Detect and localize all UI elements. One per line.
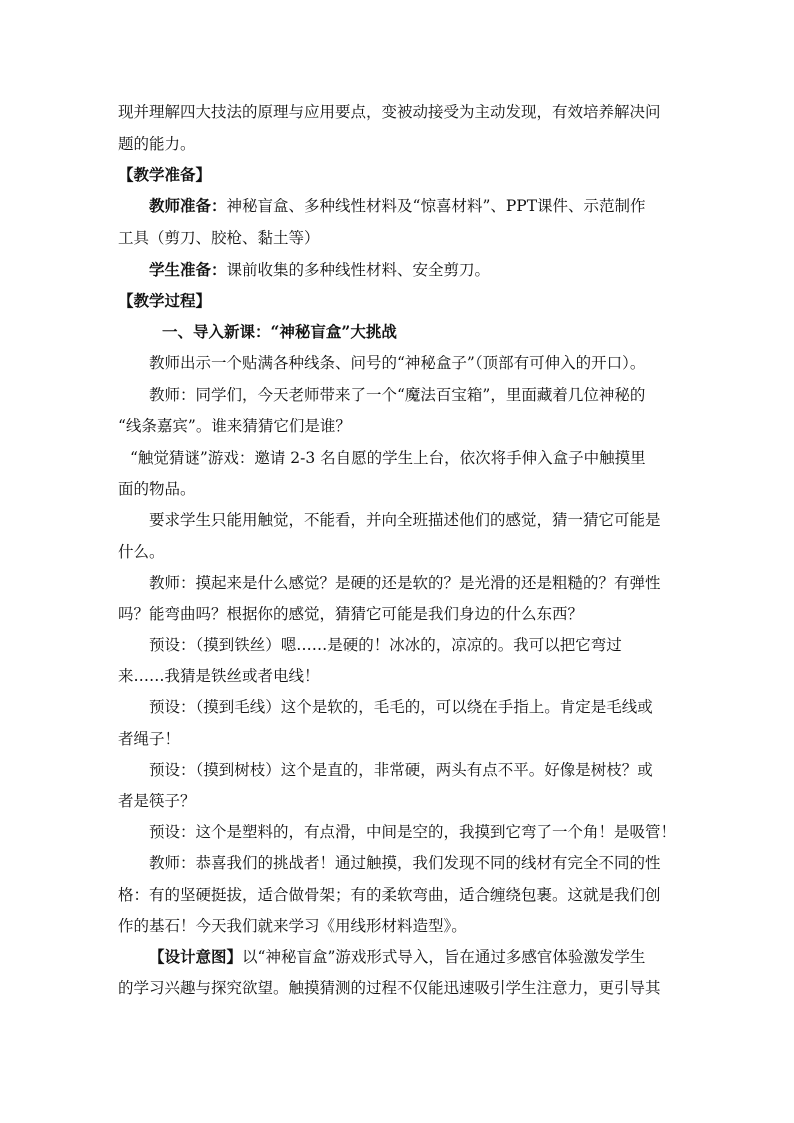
text-line: 教师：同学们，今天老师带来了一个“魔法百宝箱”，里面藏着几位神秘的: [149, 386, 646, 404]
text-line: 教师出示一个贴满各种线条、问号的“神秘盒子”（顶部有可伸入的开口）。: [149, 354, 646, 372]
text-line: 预设：（摸到铁丝）嗯……是硬的！冰冰的，凉凉的。我可以把它弯过: [149, 636, 622, 654]
text-line: 要求学生只能用触觉，不能看，并向全班描述他们的感觉，猜一猜它可能是: [149, 511, 661, 529]
text-line: 现并理解四大技法的原理与应用要点，变被动接受为主动发现，有效培养解决问: [118, 103, 661, 121]
section-heading-process: 【教学过程】: [118, 291, 212, 310]
design-intent-text: 以“神秘盲盒”游戏形式导入，旨在通过多感官体验激发学生: [242, 948, 646, 966]
text-line: 者是筷子？: [118, 792, 196, 810]
text-line: 什么。: [118, 543, 165, 561]
text-line: 来……我猜是铁丝或者电线！: [118, 667, 320, 685]
teacher-prep-label: 教师准备：: [149, 196, 227, 215]
design-intent-label: 【设计意图】: [149, 947, 243, 966]
text-line: “线条嘉宾”。谁来猜猜它们是谁？: [118, 417, 351, 435]
text-line: [149, 260, 490, 280]
text-line: 教师：恭喜我们的挑战者！通过触摸，我们发现不同的线材有完全不同的性: [149, 854, 661, 872]
text-line: 格：有的坚硬挺拔，适合做骨架；有的柔软弯曲，适合缠绕包裹。这就是我们创: [118, 886, 661, 904]
text-line: 题的能力。: [118, 135, 196, 153]
text-line: 吗？能弯曲吗？根据你的感觉，猜猜它可能是我们身边的什么东西？: [118, 605, 584, 623]
text-line: [149, 947, 645, 967]
text-line: 的学习兴趣与探究欲望。触摸猜测的过程不仅能迅速吸引学生注意力，更引导其: [118, 979, 661, 997]
text-line: 教师：摸起来是什么感觉？是硬的还是软的？是光滑的还是粗糙的？有弹性: [149, 574, 661, 592]
text-line: 预设：这个是塑料的，有点滑，中间是空的，我摸到它弯了一个角！是吸管！: [149, 823, 677, 841]
subsection-heading-intro: 一、导入新课：“神秘盲盒”大挑战: [162, 322, 397, 341]
text-line: 面的物品。: [118, 480, 196, 498]
student-prep-label: 学生准备：: [149, 260, 227, 279]
text-line: “触觉猜谜”游戏：邀请 2-3 名自愿的学生上台，依次将手伸入盒子中触摸里: [130, 449, 646, 467]
text-line: 预设：（摸到毛线）这个是软的，毛毛的，可以绕在手指上。肯定是毛线或: [149, 698, 653, 716]
text-line: [149, 196, 646, 216]
text-line: 者绳子！: [118, 730, 181, 748]
text-line: 预设：（摸到树枝）这个是直的，非常硬，两头有点不平。好像是树枝？或: [149, 761, 653, 779]
text-line: 工具（剪刀、胶枪、黏土等）: [118, 229, 320, 247]
teacher-prep-text: 神秘盲盒、多种线性材料及“惊喜材料”、PPT课件、示范制作: [226, 197, 646, 215]
section-heading-preparation: 【教学准备】: [118, 165, 212, 184]
text-line: 作的基石！今天我们就来学习《用线形材料造型》。: [118, 917, 467, 935]
student-prep-text: 课前收集的多种线性材料、安全剪刀。: [226, 261, 491, 279]
